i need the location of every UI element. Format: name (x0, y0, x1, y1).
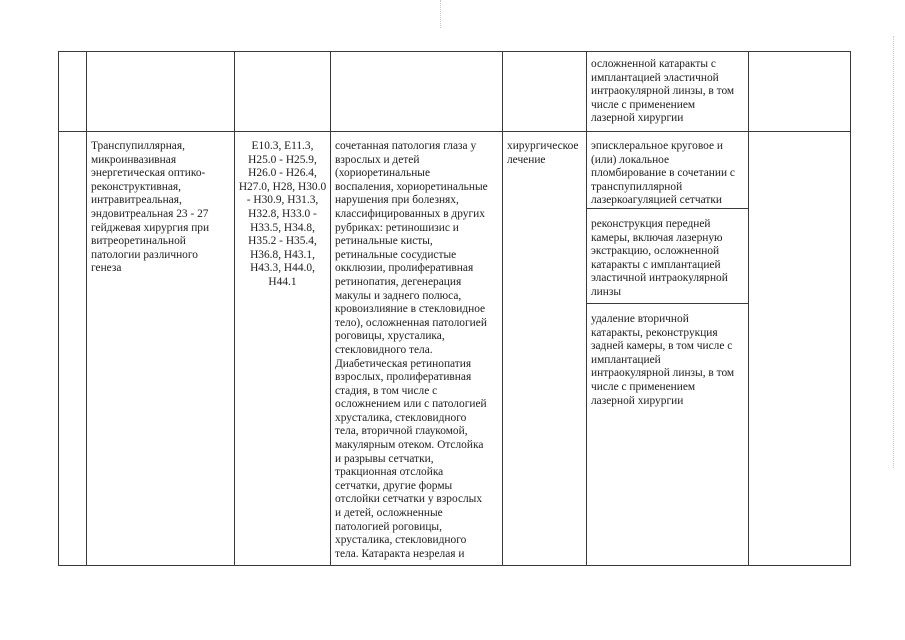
column-divider (748, 51, 749, 566)
table-border-right (850, 51, 851, 566)
column-divider (234, 51, 235, 566)
column-divider (586, 51, 587, 566)
column-divider (330, 51, 331, 566)
row2-method-1: эписклеральное круговое и (или) локальное пломбирование в сочетании с транспупиллярной лазеркоагуляцией сетчатки (591, 140, 735, 207)
table-border-top (58, 51, 851, 52)
scan-artifact (440, 0, 441, 28)
row2-method-3: удаление вторичной катаракты, реконструкция задней камеры, в том числе с имплантацией интраокулярной линзы, в том числе с применением лазерной хирургии (591, 313, 735, 407)
subrow-divider (586, 303, 748, 304)
row2-patient-model: сочетанная патология глаза у взрослых и детей (хориоретинальные воспаления, хориоретинальные нарушения при болезнях, классифицированных в других рубриках: ретиношизис и ретинальные кисты, ретинальные сосудистые окклюзии, пролиферативная ретинопатия, дегенерация макулы и заднего полюса, кровоизлияние в стекловидное тело), осложненная патологией роговицы, хрусталика, стекловидного тела. Диабетическая ретинопатия взрослых, пролиферативная стадия, в том числе с осложнением или с патологией хрусталика, стекловидного тела, вторичной глаукомой, макулярным отеком. Отслойка и разрывы сетчатки, тракционная отслойка сетчатки, другие формы отслойки сетчатки у взрослых и детей, осложненные патологией роговицы, хрусталика, стекловидного тела. Катаракта незрелая и (335, 140, 488, 560)
column-divider (502, 51, 503, 566)
column-divider (86, 51, 87, 566)
subrow-divider (586, 208, 748, 209)
row2-treatment-type: хирургическое лечение (507, 140, 579, 166)
row2-icd-codes: E10.3, E11.3, H25.0 - H25.9, H26.0 - H26.4, H27.0, H28, H30.0 - H30.9, H31.3, H32.8, H33.0 - H33.5, H34.8, H35.2 - H35.4, H36.8, H43.1, H43.3, H44.0, H44.1 (238, 140, 327, 288)
table-border-left (58, 51, 59, 566)
row2-method-2: реконструкция передней камеры, включая лазерную экстракцию, осложненной катаракты с имплантацией эластичной интраокулярной линзы (591, 218, 728, 298)
table-border-bottom (58, 565, 851, 566)
row-divider (58, 131, 851, 132)
scan-artifact (893, 36, 894, 468)
row1-method-detail: осложненной катаракты с имплантацией эластичной интраокулярной линзы, в том числе с применением лазерной хирургии (591, 58, 735, 125)
row2-method-name: Транспупиллярная, микроинвазивная энергетическая оптико- реконструктивная, интравитреальная, эндовитреальная 23 - 27 гейджевая хирургия при витреоретинальной патологии различного генеза (91, 140, 210, 275)
